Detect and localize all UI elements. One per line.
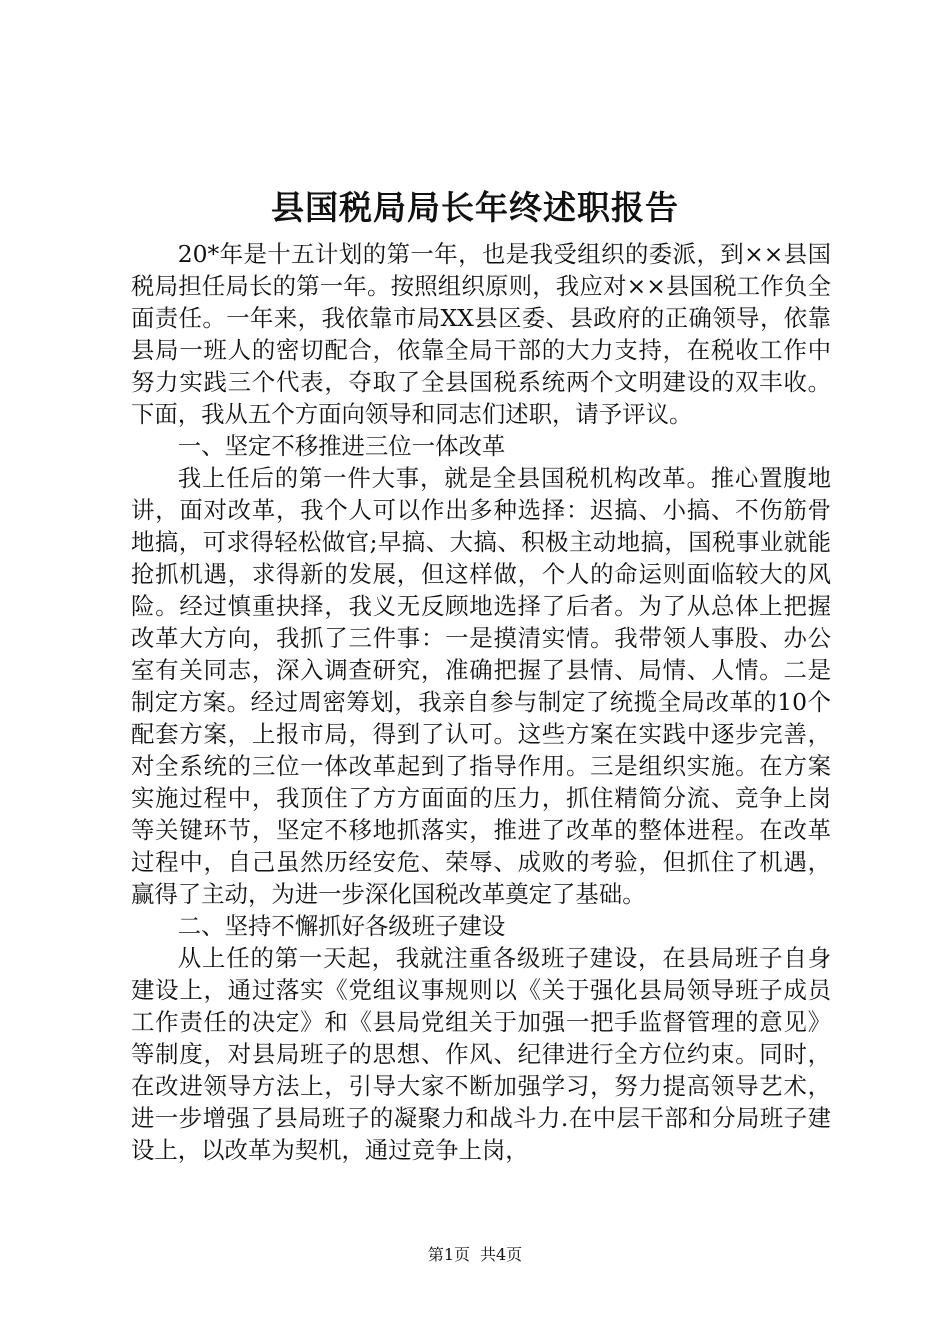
- section-heading-1: 一、坚定不移推进三位一体改革: [177, 432, 506, 460]
- paragraph-section-2: 从上任的第一天起，我就注重各级班子建设，在县局班子自身建设上，通过落实《党组议事规则以《关于强化县局领导班子成员工作责任的决定》和《县局党组关于加强一把手监督管理的意见》等制度，对县局班子的思想、作风、纪律进行全方位约束。同时，在改进领导方法上，引导大家不断加强学习，努力提高领导艺术，进一步增强了县局班子的凝聚力和战斗力.在中层干部和分局班子建设上，以改革为契机，通过竞争上岗，: [131, 944, 831, 1164]
- document-body: [131, 238, 831, 1166]
- page-footer: [0, 1244, 950, 1266]
- paragraph-intro: 20*年是十五计划的第一年，也是我受组织的委派，到××县国税局担任局长的第一年。按照组织原则，我应对××县国税工作负全面责任。一年来，我依靠市局XX县区委、县政府的正确领导，依靠县局一班人的密切配合，依靠全局干部的大力支持，在税收工作中努力实践三个代表，夺取了全县国税系统两个文明建设的双丰收。下面，我从五个方面向领导和同志们述职，请予评议。: [131, 240, 831, 428]
- page-number: 第1页: [427, 1245, 470, 1264]
- section-heading-2: 二、坚持不懈抓好各级班子建设: [177, 912, 506, 940]
- page-total: 共4页: [480, 1245, 523, 1264]
- document-title: 县国税局局长年终述职报告: [271, 188, 679, 227]
- paragraph-section-1: 我上任后的第一件大事，就是全县国税机构改革。推心置腹地讲，面对改革，我个人可以作出多种选择：迟搞、小搞、不伤筋骨地搞，可求得轻松做官;早搞、大搞、积极主动地搞，国税事业就能抢抓机遇，求得新的发展，但这样做，个人的命运则面临较大的风险。经过慎重抉择，我义无反顾地选择了后者。为了从总体上把握改革大方向，我抓了三件事：一是摸清实情。我带领人事股、办公室有关同志，深入调查研究，准确把握了县情、局情、人情。二是制定方案。经过周密筹划，我亲自参与制定了统揽全局改革的10个配套方案，上报市局，得到了认可。这些方案在实践中逐步完善，对全系统的三位一体改革起到了指导作用。三是组织实施。在方案实施过程中，我顶住了方方面面的压力，抓住精简分流、竞争上岗等关键环节，坚定不移地抓落实，推进了改革的整体进程。在改革过程中，自己虽然历经安危、荣辱、成败的考验，但抓住了机遇，赢得了主动，为进一步深化国税改革奠定了基础。: [131, 464, 831, 908]
